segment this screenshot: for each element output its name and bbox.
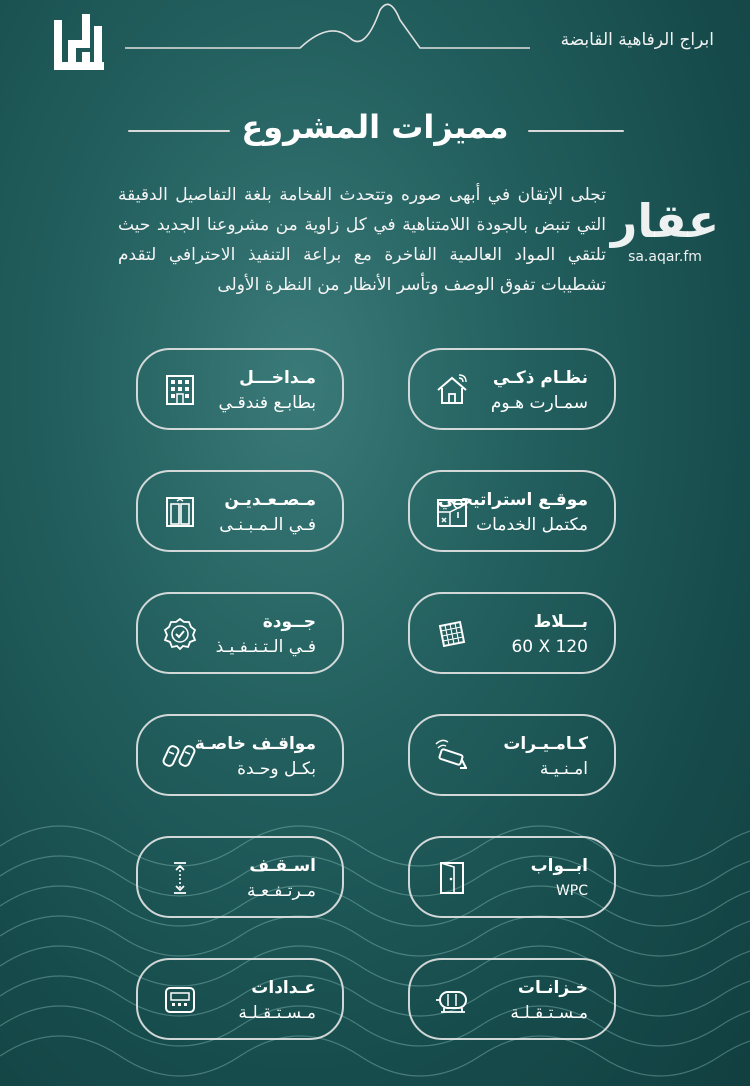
feature-title: مـصـعـديـن bbox=[224, 490, 316, 510]
feature-label bbox=[437, 488, 588, 538]
feature-title: مـداخـــل bbox=[239, 368, 316, 388]
feature-label bbox=[186, 976, 316, 1026]
feature-card-parking bbox=[136, 714, 344, 796]
feature-card-entrances bbox=[136, 348, 344, 430]
feature-title: خـزانـات bbox=[517, 978, 588, 998]
feature-title: عـدادات bbox=[251, 978, 316, 998]
feature-label bbox=[186, 610, 316, 660]
aqar-watermark bbox=[610, 195, 720, 275]
feature-subtitle: 60 X 120 bbox=[511, 637, 588, 657]
feature-subtitle: امـنـيـة bbox=[539, 759, 588, 779]
feature-card-location bbox=[408, 470, 616, 552]
background-wave-pattern bbox=[0, 786, 750, 1086]
feature-title: موقـع استراتيجـي bbox=[437, 490, 588, 510]
feature-subtitle: مـسـتـقـلـة bbox=[238, 1003, 316, 1023]
feature-title: نظـام ذكـي bbox=[492, 368, 588, 388]
feature-label bbox=[186, 732, 316, 782]
feature-card-quality bbox=[136, 592, 344, 674]
feature-card-smart-home bbox=[408, 348, 616, 430]
feature-subtitle: مـسـتـقـلـة bbox=[510, 1003, 588, 1023]
feature-subtitle: WPC bbox=[555, 883, 588, 899]
feature-label bbox=[458, 610, 588, 660]
feature-card-meters bbox=[136, 958, 344, 1040]
feature-label bbox=[458, 976, 588, 1026]
feature-card-doors bbox=[408, 836, 616, 918]
title-line-right bbox=[528, 130, 624, 132]
brand-name: ابراج الرفاهية القابضة bbox=[560, 30, 714, 50]
feature-subtitle: مكتمل الخدمات bbox=[476, 515, 588, 535]
feature-label bbox=[186, 854, 316, 904]
watermark-url: sa.aqar.fm bbox=[628, 249, 702, 265]
feature-label bbox=[458, 854, 588, 904]
feature-label bbox=[458, 732, 588, 782]
feature-card-tanks bbox=[408, 958, 616, 1040]
page-title: مميزات المشروع bbox=[241, 108, 509, 146]
feature-title: مواقـف خاصـة bbox=[194, 734, 316, 754]
feature-title: كـامـيـرات bbox=[503, 734, 588, 754]
feature-card-cameras bbox=[408, 714, 616, 796]
feature-title: اسـقـف bbox=[249, 856, 316, 876]
section-header bbox=[0, 108, 750, 148]
feature-subtitle: فـي الـتـنـفـيـذ bbox=[215, 637, 316, 657]
feature-card-tiles bbox=[408, 592, 616, 674]
feature-subtitle: سمـارت هـوم bbox=[490, 393, 588, 413]
feature-subtitle: بطابـع فندقـي bbox=[218, 393, 316, 413]
feature-label bbox=[186, 488, 316, 538]
feature-subtitle: مـرتـفـعـة bbox=[246, 881, 316, 901]
feature-card-elevators bbox=[136, 470, 344, 552]
watermark-logo: عقار bbox=[610, 194, 720, 248]
intro-paragraph: تجلى الإتقان في أبهى صوره وتتحدث الفخامة بلغة التفاصيل الدقيقة التي تنبض بالجودة اللامتناهية في كل زاوية من مشروعنا الجديد حيث تلتقي المواد العالمية الفاخرة مع براعة التنفيذ الاحترافي لتقدم تشطيبات تفوق الوصف وتأسر الأنظار من النظرة الأولى bbox=[118, 185, 606, 295]
feature-subtitle: بكـل وحـدة bbox=[237, 759, 316, 779]
feature-label bbox=[186, 366, 316, 416]
feature-card-ceilings bbox=[136, 836, 344, 918]
feature-title: بـــلاط bbox=[533, 612, 588, 632]
feature-title: جــودة bbox=[262, 612, 316, 632]
abraj-logo-icon bbox=[50, 12, 110, 74]
feature-title: ابــواب bbox=[530, 856, 588, 876]
feature-subtitle: فـي الـمـبـنـى bbox=[219, 515, 316, 535]
feature-label bbox=[458, 366, 588, 416]
